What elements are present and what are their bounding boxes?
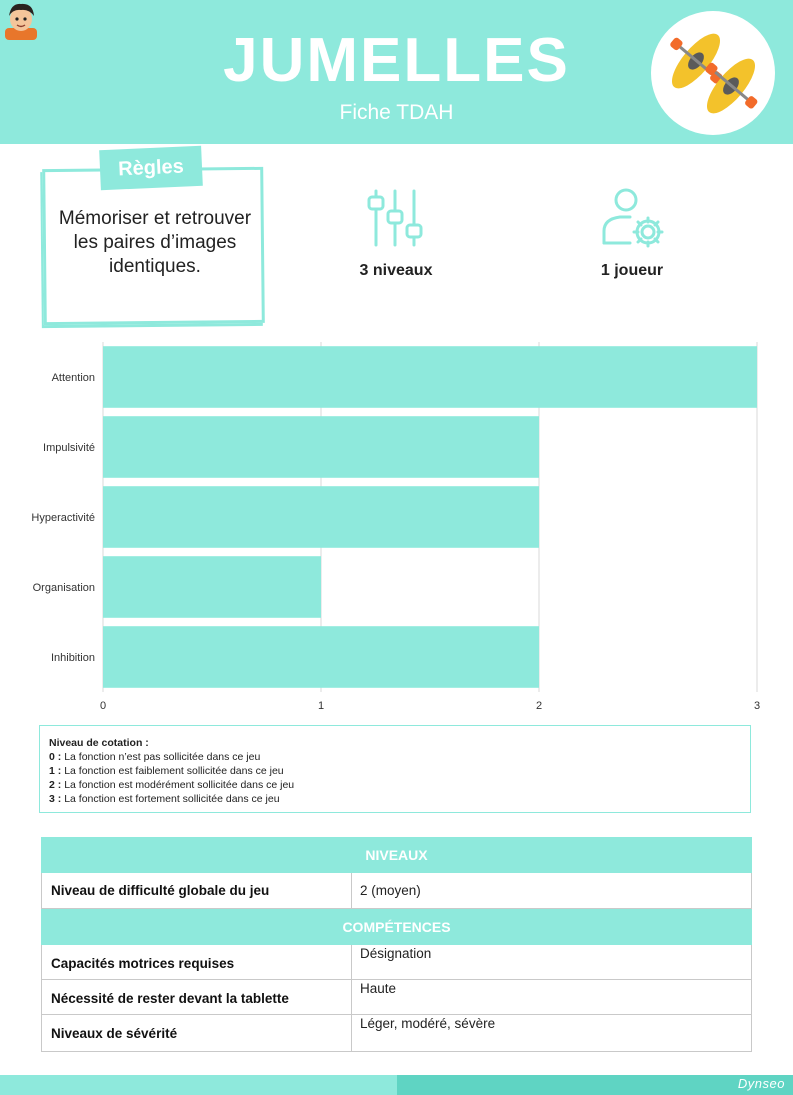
niveaux-header: NIVEAUX xyxy=(41,837,752,873)
bar xyxy=(103,626,539,688)
legend-item: 1 : La fonction est faiblement sollicitée dans ce jeu xyxy=(49,765,284,777)
difficulty-label: Niveau de difficulté globale du jeu xyxy=(42,873,352,908)
row-label: Nécessité de rester devant la tablette xyxy=(42,980,352,1014)
x-tick-label: 3 xyxy=(753,700,761,712)
user-settings-icon xyxy=(600,185,666,251)
row-value: Haute xyxy=(360,981,397,996)
y-category-label: Impulsivité xyxy=(43,442,95,454)
table-row xyxy=(41,1015,752,1052)
game-illustration xyxy=(651,11,775,135)
footer-bar-right xyxy=(397,1075,793,1095)
header-banner xyxy=(0,0,793,144)
legend-title: Niveau de cotation : xyxy=(49,737,149,749)
function-chart xyxy=(0,330,793,715)
brand-logo: Dynseo xyxy=(737,1076,785,1091)
kayak-icon xyxy=(651,11,775,135)
bar xyxy=(103,416,539,478)
sliders-icon xyxy=(364,187,426,249)
footer-bar-left xyxy=(0,1075,397,1095)
x-tick-label: 1 xyxy=(317,700,325,712)
competences-header: COMPÉTENCES xyxy=(41,909,752,945)
players-count: 1 joueur xyxy=(600,262,664,279)
y-category-label: Organisation xyxy=(32,582,95,594)
bar xyxy=(103,346,757,408)
rules-text: Mémoriser et retrouver les paires d’images identiques. xyxy=(58,208,252,277)
bar xyxy=(103,486,539,548)
x-tick-label: 2 xyxy=(535,700,543,712)
y-category-label: Inhibition xyxy=(50,652,95,664)
bar xyxy=(103,556,321,618)
levels-count: 3 niveaux xyxy=(359,262,433,279)
rating-legend xyxy=(39,725,751,813)
page-subtitle: Fiche TDAH xyxy=(339,101,454,124)
difficulty-value: 2 (moyen) xyxy=(360,883,421,898)
table-row xyxy=(41,980,752,1015)
y-category-label: Hyperactivité xyxy=(31,512,95,524)
rules-tab-label: Règles xyxy=(99,146,203,190)
row-label: Capacités motrices requises xyxy=(42,945,352,979)
y-category-label: Attention xyxy=(51,372,95,384)
legend-item: 0 : La fonction n’est pas sollicitée dans ce jeu xyxy=(49,751,261,763)
x-tick-label: 0 xyxy=(99,700,107,712)
table-row xyxy=(41,873,752,909)
row-value: Léger, modéré, sévère xyxy=(360,1016,496,1031)
legend-item: 3 : La fonction est fortement sollicitée dans ce jeu xyxy=(49,793,280,805)
row-value: Désignation xyxy=(360,946,432,961)
page-title: JUMELLES xyxy=(223,26,570,95)
legend-item: 2 : La fonction est modérément sollicitée dans ce jeu xyxy=(49,779,295,791)
table-row xyxy=(41,945,752,980)
row-label: Niveaux de sévérité xyxy=(42,1015,352,1051)
